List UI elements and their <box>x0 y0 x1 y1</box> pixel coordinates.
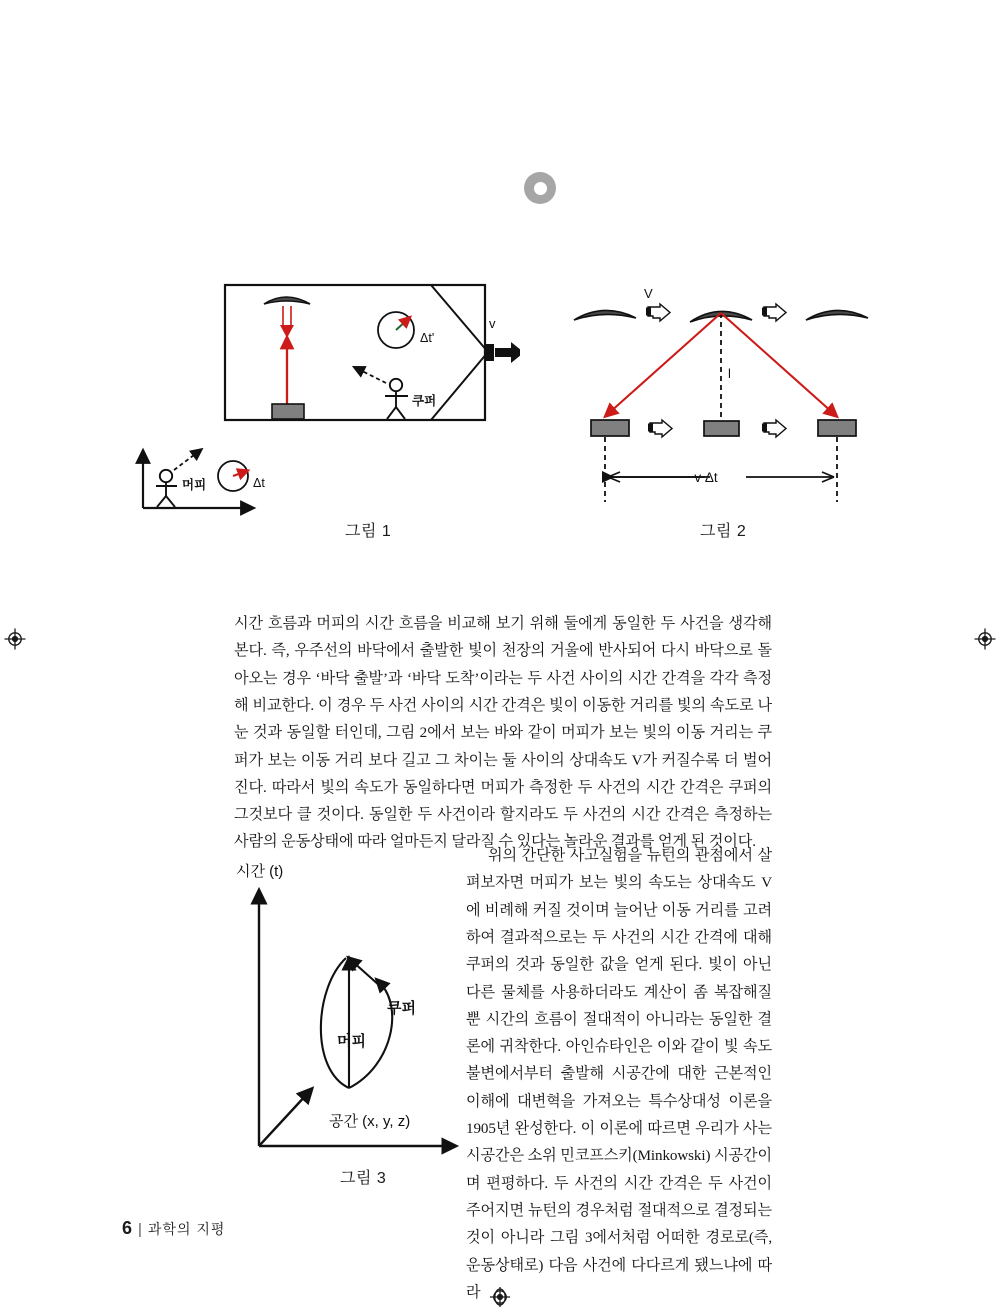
figure3-x-axis-label: 공간 (x, y, z) <box>329 1113 411 1130</box>
figure3-y-axis-label: 시간 (t) <box>236 863 284 880</box>
footer-separator: | <box>138 1221 142 1238</box>
figure3-cooper-label: 쿠퍼 <box>387 1000 416 1017</box>
body-paragraph-2: 위의 간단한 사고실험을 뉴턴의 관점에서 살펴보자면 머피가 보는 빛의 속도는 상대속도 V에 비례해 커질 것이며 늘어난 이동 거리를 고려하여 결과적으로는 두 사건의 시간 간격에 대해 쿠퍼의 것과 동일한 값을 얻게 된다. 빛이 아닌 다른 물체를 사용하더라도 계산이 좀 복잡해질 뿐 시간의 흐름이 절대적이 아니라는 동일한 결론에 귀착한다. 아인슈타인은 이와 같이 빛 속도 불변에서부터 출발해 시공간에 대한 근본적인 이해에 대변혁을 가져오는 특수상대성 이론을 1905년 완성한다. 이 이론에 따르면 우리가 사는 시공간은 소위 민코프스키(Minkowski) 시공간이며 편평하다. 두 사건의 시간 간격은 두 사건이 주어지면 뉴턴의 경우처럼 절대적으로 결정되는 것이 아니라 그림 3에서처럼 어떠한 경로로(즉, 운동상태로) 다음 사건에 다다르게 됐느냐에 따라 <box>466 848 772 1301</box>
figure-2-caption: 그림 2 <box>700 523 747 540</box>
figure-3 <box>232 858 472 1188</box>
gray-ring-mark-icon <box>524 172 556 204</box>
figure-1-caption: 그림 1 <box>345 523 392 540</box>
figure2-distance-label: v Δt <box>694 470 718 485</box>
figure1-inside-observer-label: 쿠퍼 <box>412 394 437 408</box>
body-paragraph-1: 시간 흐름과 머피의 시간 흐름을 비교해 보기 위해 둘에게 동일한 두 사건을 생각해 본다. 즉, 우주선의 바닥에서 출발한 빛이 천장의 거울에 반사되어 다시 바닥으로 돌아오는 경우 ‘바닥 출발’과 ‘바닥 도착’이라는 두 사건 사이의 시간 간격을 각각 측정해 비교한다. 이 경우 두 사건 사이의 시간 간격은 빛이 이동한 거리를 빛의 속도로 나눈 것과 동일할 터인데, 그림 2에서 보는 바와 같이 머피가 보는 빛의 이동 거리는 쿠퍼가 보는 이동 거리 보다 길고 그 차이는 둘 사이의 상대속도 V가 커질수록 더 벌어진다. 따라서 빛의 속도가 동일하다면 머피가 측정한 두 사건의 시간 간격은 쿠퍼의 그것보다 클 것이다. 동일한 두 사건이라 할지라도 두 사건의 시간 간격은 측정하는 사람의 운동상태에 따라 얼마든지 달라질 수 있다는 놀라운 결과를 얻게 된 것이다. <box>234 616 772 851</box>
figure1-outside-observer-label: 머피 <box>182 478 207 492</box>
registration-crosshair-icon <box>974 628 996 650</box>
figure3-murphy-label: 머피 <box>337 1033 366 1050</box>
figure2-velocity-label: V <box>644 286 653 301</box>
page-number: 6 <box>122 1218 133 1238</box>
figure2-length-label: l <box>728 366 731 381</box>
figure1-velocity-label: v <box>489 316 496 331</box>
book-title: 과학의 지평 <box>147 1221 226 1237</box>
figure1-clock-label: Δt' <box>420 331 435 345</box>
figure-3-caption: 그림 3 <box>340 1170 387 1187</box>
ring-hole <box>534 182 547 195</box>
figure-2 <box>560 280 880 550</box>
figure-1 <box>120 280 520 550</box>
page-footer <box>122 1218 225 1239</box>
figure1-outside-clock-label: Δt <box>253 476 265 490</box>
registration-crosshair-icon <box>4 628 26 650</box>
